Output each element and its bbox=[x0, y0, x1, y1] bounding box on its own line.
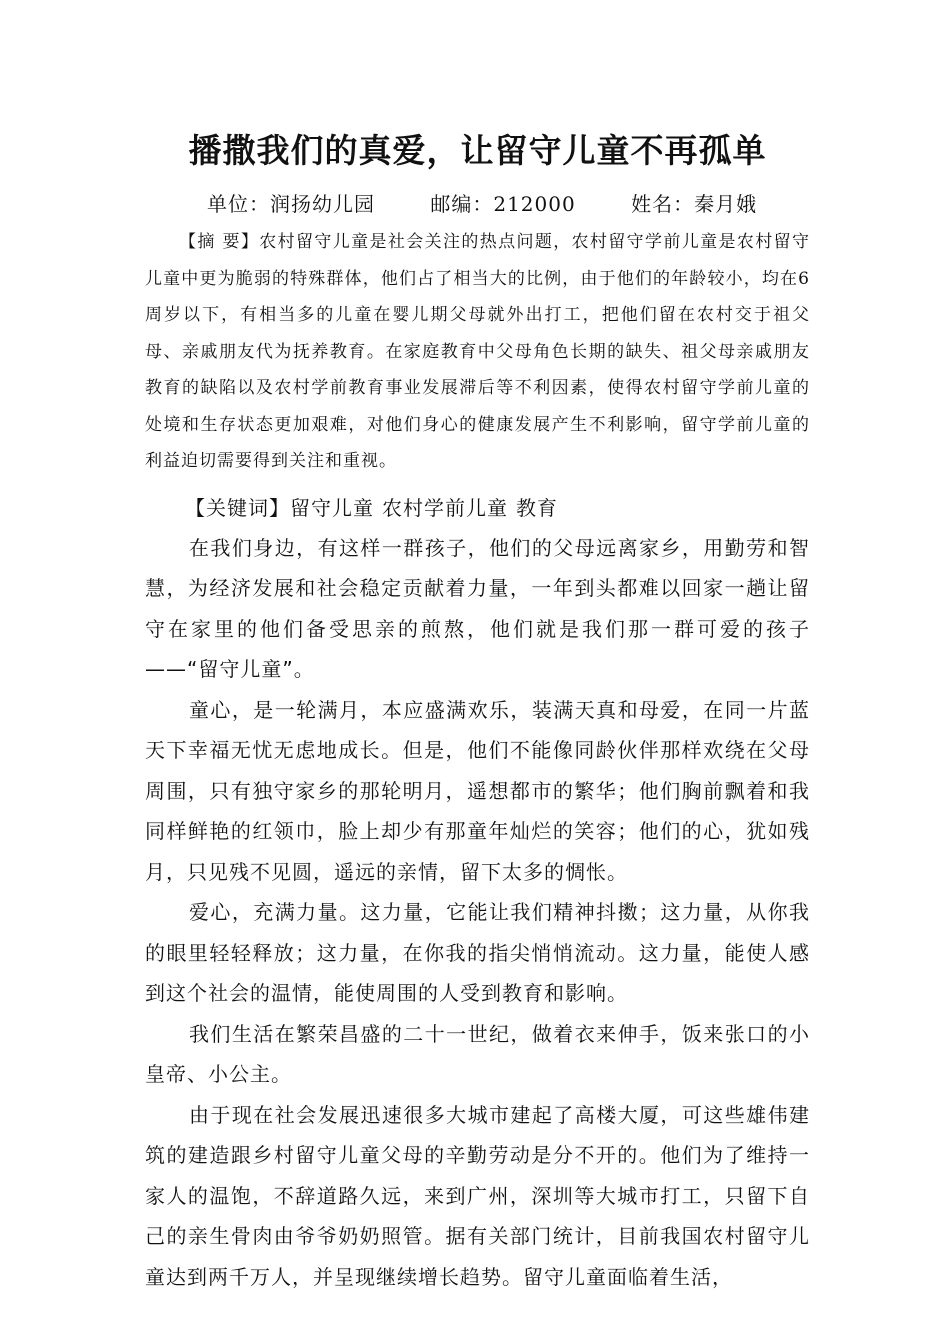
keyword-item: 农村学前儿童 bbox=[382, 495, 508, 520]
author-unit: 单位：润扬幼儿园 bbox=[207, 192, 375, 216]
body-paragraph: 童心，是一轮满月，本应盛满欢乐，装满天真和母爱，在同一片蓝天下幸福无忧无虑地成长。但是，他们不能像同龄伙伴那样欢绕在父母周围，只有独守家乡的那轮明月，遥想都市的繁华；他们胸前飘着和我同样鲜艳的红领巾，脸上却少有那童年灿烂的笑容；他们的心，犹如残月，只见残不见圆，遥远的亲情，留下太多的惆怅。 bbox=[145, 697, 810, 884]
author-postcode: 邮编：212000 bbox=[430, 192, 576, 216]
body-paragraph: 在我们身边，有这样一群孩子，他们的父母远离家乡，用勤劳和智慧，为经济发展和社会稳定贡献着力量，一年到头都难以回家一趟让留守在家里的他们备受思亲的煎熬，他们就是我们那一群可爱的孩子——“留守儿童”。 bbox=[145, 535, 810, 681]
body-paragraph: 由于现在社会发展迅速很多大城市建起了高楼大厦，可这些雄伟建筑的建造跟乡村留守儿童父母的辛勤劳动是分不开的。他们为了维持一家人的温饱，不辞道路久远，来到广州，深圳等大城市打工，只留下自己的亲生骨肉由爷爷奶奶照管。据有关部门统计，目前我国农村留守儿童达到两千万人，并呈现继续增长趋势。留守儿童面临着生活， bbox=[145, 1102, 810, 1289]
body-paragraph: 爱心，充满力量。这力量，它能让我们精神抖擞；这力量，从你我的眼里轻轻释放；这力量，在你我的指尖悄悄流动。这力量，能使人感到这个社会的温情，能使周围的人受到教育和影响。 bbox=[145, 900, 810, 1005]
keyword-item: 留守儿童 bbox=[290, 495, 374, 520]
author-name: 姓名：秦月娥 bbox=[631, 192, 758, 216]
abstract bbox=[145, 224, 810, 480]
keywords-label: 【关键词】 bbox=[185, 495, 290, 520]
keyword-item: 教育 bbox=[516, 495, 558, 520]
abstract-text: 农村留守儿童是社会关注的热点问题，农村留守学前儿童是农村留守儿童中更为脆弱的特殊群体，他们占了相当大的比例，由于他们的年龄较小，均在6周岁以下，有相当多的儿童在婴儿期父母就外出打工，把他们留在农村交于祖父母、亲戚朋友代为抚养教育。在家庭教育中父母角色长期的缺失、祖父母亲戚朋友教育的缺陷以及农村学前教育事业发展滞后等不利因素，使得农村留守学前儿童的处境和生存状态更加艰难，对他们身心的健康发展产生不利影响，留守学前儿童的利益迫切需要得到关注和重视。 bbox=[145, 232, 811, 471]
body-paragraph: 我们生活在繁荣昌盛的二十一世纪，做着衣来伸手，饭来张口的小皇帝、小公主。 bbox=[145, 1021, 810, 1086]
keywords bbox=[145, 488, 810, 528]
document-page bbox=[145, 122, 810, 1297]
author-info bbox=[207, 188, 810, 220]
document-title: 播撒我们的真爱，让留守儿童不再孤单 bbox=[188, 131, 767, 170]
abstract-label: 【摘 要】 bbox=[179, 232, 260, 252]
